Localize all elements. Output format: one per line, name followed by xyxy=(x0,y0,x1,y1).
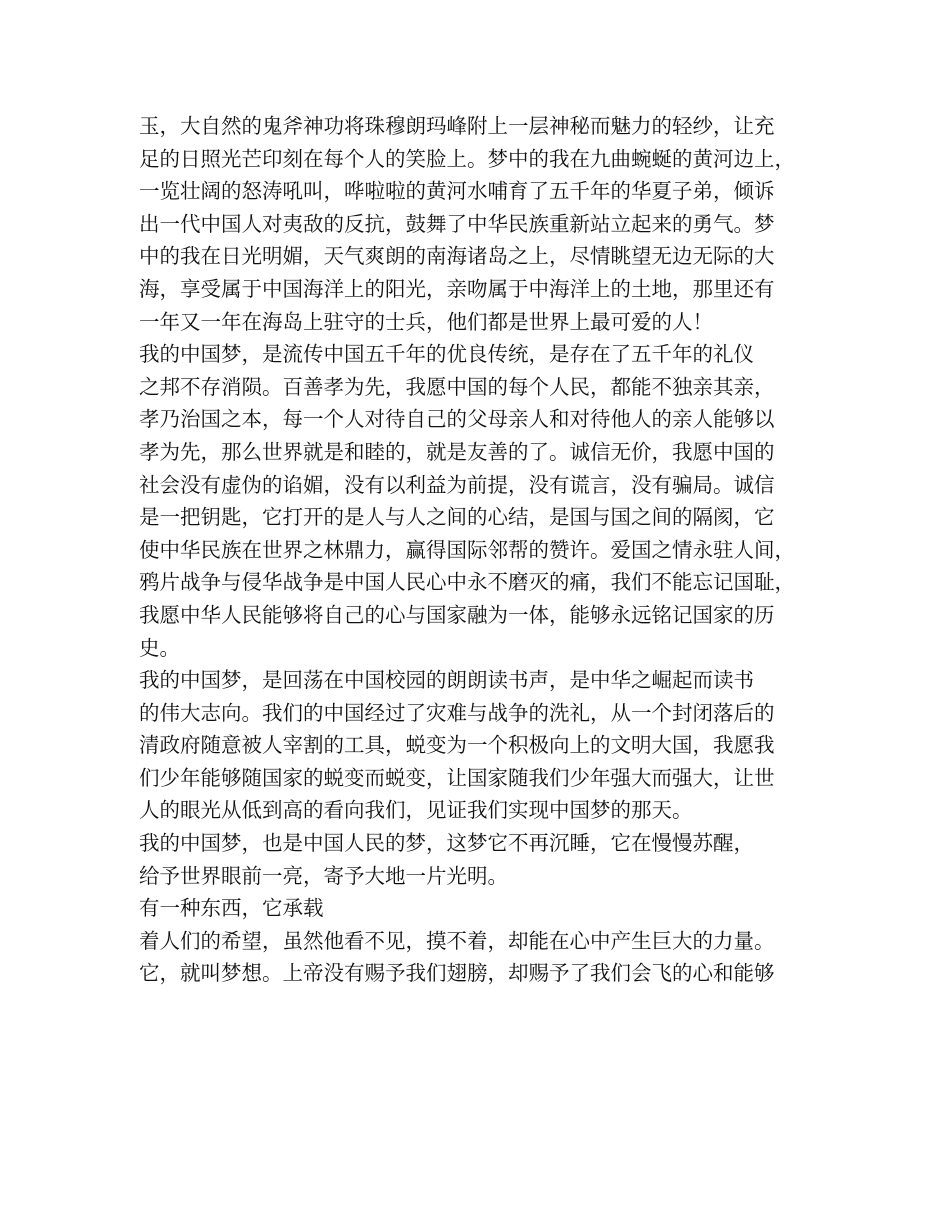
text-line: 中的我在日光明媚，天气爽朗的南海诸岛之上，尽情眺望无边无际的大 xyxy=(139,244,775,269)
text-line: 清政府随意被人宰割的工具，蜕变为一个积极向上的文明大国，我愿我 xyxy=(139,733,775,758)
text-line: 足的日照光芒印刻在每个人的笑脸上。梦中的我在九曲蜿蜒的黄河边上， xyxy=(139,146,795,171)
essay-text xyxy=(139,110,839,990)
text-line: 我愿中华人民能够将自己的心与国家融为一体，能够永远铭记国家的历 xyxy=(139,602,775,627)
text-line: 的伟大志向。我们的中国经过了灾难与战争的洗礼，从一个封闭落后的 xyxy=(139,700,775,725)
text-line: 一年又一年在海岛上驻守的士兵，他们都是世界上最可爱的人！ xyxy=(139,309,713,334)
text-line: 鸦片战争与侵华战争是中国人民心中永不磨灭的痛，我们不能忘记国耻， xyxy=(139,570,795,595)
text-line: 玉，大自然的鬼斧神功将珠穆朗玛峰附上一层神秘而魅力的轻纱，让充 xyxy=(139,114,775,138)
text-line: 一览壮阔的怒涛吼叫，哗啦啦的黄河水哺育了五千年的华夏子弟，倾诉 xyxy=(139,179,775,204)
text-line: 社会没有虚伪的谄媚，没有以利益为前提，没有谎言，没有骗局。诚信 xyxy=(139,472,775,497)
text-line: 有一种东西，它承载 xyxy=(139,896,324,921)
text-line: 着人们的希望，虽然他看不见，摸不着，却能在心中产生巨大的力量。 xyxy=(139,928,775,953)
text-line: 给予世界眼前一亮，寄予大地一片光明。 xyxy=(139,863,508,888)
text-line: 孝乃治国之本，每一个人对待自己的父母亲人和对待他人的亲人能够以 xyxy=(139,407,775,432)
text-line: 我的中国梦，是流传中国五千年的优良传统，是存在了五千年的礼仪 xyxy=(139,342,754,367)
text-line: 海，享受属于中国海洋上的阳光，亲吻属于中海洋上的土地，那里还有 xyxy=(139,276,775,301)
text-line: 我的中国梦，是回荡在中国校园的朗朗读书声，是中华之崛起而读书 xyxy=(139,668,754,693)
text-line: 孝为先，那么世界就是和睦的，就是友善的了。诚信无价，我愿中国的 xyxy=(139,439,775,464)
text-line: 人的眼光从低到高的看向我们，见证我们实现中国梦的那天。 xyxy=(139,798,693,823)
text-line: 出一代中国人对夷敌的反抗，鼓舞了中华民族重新站立起来的勇气。梦 xyxy=(139,211,775,236)
text-line: 使中华民族在世界之林鼎力，赢得国际邻帮的赞许。爱国之情永驻人间， xyxy=(139,537,795,562)
text-line: 们少年能够随国家的蜕变而蜕变，让国家随我们少年强大而强大，让世 xyxy=(139,765,775,790)
text-line: 它，就叫梦想。上帝没有赐予我们翅膀，却赐予了我们会飞的心和能够 xyxy=(139,961,775,986)
text-line: 之邦不存消陨。百善孝为先，我愿中国的每个人民，都能不独亲其亲， xyxy=(139,374,775,399)
text-line: 史。 xyxy=(139,635,180,660)
text-line: 我的中国梦，也是中国人民的梦，这梦它不再沉睡，它在慢慢苏醒， xyxy=(139,831,754,856)
text-line: 是一把钥匙，它打开的是人与人之间的心结，是国与国之间的隔阂，它 xyxy=(139,505,775,530)
